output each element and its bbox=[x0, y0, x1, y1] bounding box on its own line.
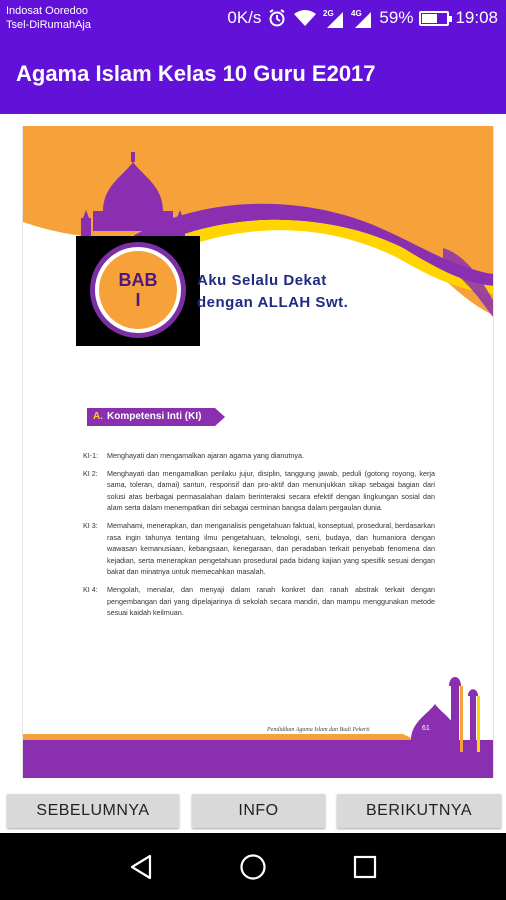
battery-icon bbox=[419, 11, 449, 26]
carrier-line-2: Tsel-DiRumahAja bbox=[6, 19, 91, 31]
wifi-icon bbox=[293, 9, 317, 27]
ki-item bbox=[83, 584, 435, 619]
navigation-buttons bbox=[0, 790, 506, 833]
chapter-badge-ring bbox=[90, 242, 186, 338]
next-button[interactable]: BERIKUTNYA bbox=[337, 794, 501, 828]
ki-number: KI 4: bbox=[83, 584, 98, 594]
chapter-badge-inner bbox=[99, 251, 177, 329]
ki-text: Menghayati dan mengamalkan ajaran agama yang dianutnya. bbox=[107, 451, 304, 460]
info-button[interactable]: INFO bbox=[192, 794, 325, 828]
page-number: 61 bbox=[422, 725, 430, 732]
carrier-info bbox=[6, 4, 91, 32]
ki-text: Mengolah, menalar, dan menyaji dalam ranah konkret dan ranah abstrak terkait dengan pengembangan dari yang dipelajarinya di sekolah secara mandiri, dan mampu menggunakan metode sesuai kaidah keilmuan. bbox=[107, 584, 435, 618]
app-bar bbox=[0, 36, 506, 114]
ki-list bbox=[83, 450, 435, 625]
chapter-title bbox=[197, 270, 348, 314]
system-nav-bar bbox=[0, 833, 506, 900]
status-icons bbox=[227, 7, 498, 29]
ki-item bbox=[83, 520, 435, 578]
signal-4g-icon bbox=[351, 8, 373, 28]
ki-item bbox=[83, 450, 435, 462]
net-speed: 0K/s bbox=[227, 8, 262, 27]
battery-percent: 59% bbox=[379, 8, 414, 27]
home-icon[interactable] bbox=[235, 849, 271, 885]
bab-label: BAB bbox=[118, 270, 158, 290]
ki-item bbox=[83, 468, 435, 514]
page-footer-text: Pendidikan Agama Islam dan Budi Pekerti bbox=[267, 727, 370, 733]
ki-number: KI 2: bbox=[83, 468, 98, 478]
battery-level bbox=[422, 14, 436, 23]
ki-text: Memahami, menerapkan, dan menganalisis pengetahuan faktual, konseptual, prosedural, berdasarkan rasa ingin tahunya tentang ilmu pengetahuan, teknologi, seni, budaya, dan humaniora dengan wawasan kemanusiaan, kebangsaan, kenegaraan, dan peradaban terkait penyebab fenomena dan kejadian, serta menerapkan pengetahuan prosedural pada bidang kajian yang spesifik sesuai dengan bakat dan minatnya untuk memecahkan masalah. bbox=[107, 520, 435, 577]
section-heading bbox=[87, 408, 215, 426]
section-title: Kompetensi Inti (KI) bbox=[107, 411, 202, 422]
clock: 19:08 bbox=[455, 8, 498, 27]
bab-number: I bbox=[135, 290, 141, 310]
app-title: Agama Islam Kelas 10 Guru E2017 bbox=[16, 61, 376, 86]
alarm-icon bbox=[267, 8, 287, 28]
book-page[interactable] bbox=[22, 126, 494, 778]
ki-number: KI 3: bbox=[83, 520, 98, 530]
ki-number: KI-1: bbox=[83, 451, 99, 460]
previous-button[interactable]: SEBELUMNYA bbox=[7, 794, 179, 828]
back-icon[interactable] bbox=[123, 849, 159, 885]
signal-2g-icon bbox=[323, 8, 345, 28]
section-prefix: A. bbox=[93, 411, 103, 422]
chapter-title-line-2: dengan ALLAH Swt. bbox=[197, 294, 349, 311]
chapter-badge bbox=[76, 236, 200, 346]
status-bar bbox=[0, 0, 506, 36]
svg-text:2G: 2G bbox=[323, 9, 335, 18]
carrier-line-1: Indosat Ooredoo bbox=[6, 5, 88, 17]
svg-text:4G: 4G bbox=[351, 9, 363, 18]
chapter-title-line-1: Aku Selalu Dekat bbox=[197, 272, 327, 289]
content-area[interactable] bbox=[0, 114, 506, 790]
recent-apps-icon[interactable] bbox=[347, 849, 383, 885]
ki-text: Menghayati dan mengamalkan perilaku jujur, disiplin, tanggung jawab, peduli (gotong royong, kerja sama, toleran, damai) santun, responsif dan pro-aktif dan menunjukkan sikap sebagai bagian dari solusi atas berbagai permasalahan dalam berinteraksi secara efektif dengan lingkungan sosial dan alam serta dalam menempatkan diri sebagai cerminan bangsa dalam pergaulan dunia. bbox=[107, 468, 435, 513]
